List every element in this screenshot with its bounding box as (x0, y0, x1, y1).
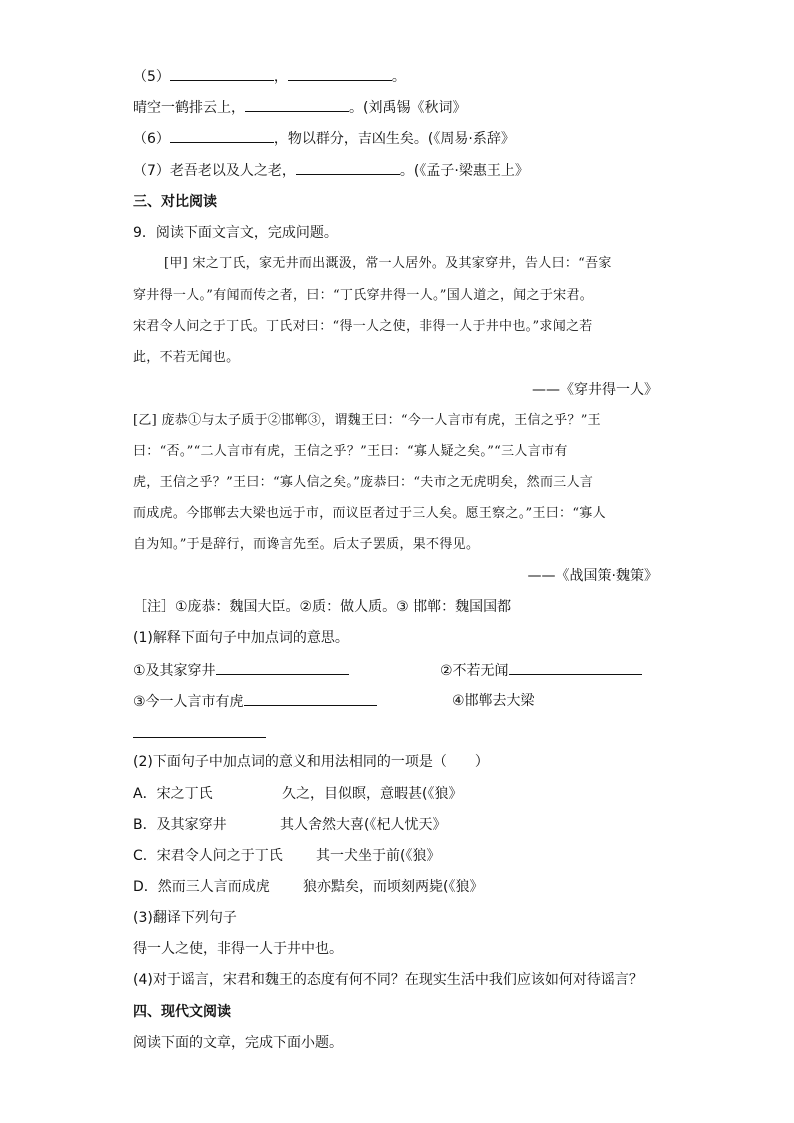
q1-item-4: ④邯郸去大梁 (452, 693, 535, 709)
q9-stem: 9．阅读下面文言文，完成问题。 (133, 225, 338, 241)
q4-stem: (4)对于谣言，宋君和魏王的态度有何不同？在现实生活中我们应该如何对待谣言？ (133, 972, 643, 988)
q2-option-a-right: 久之，目似瞑，意暇甚(《狼》 (282, 786, 463, 802)
q3-stem: (3)翻译下列句子 (133, 910, 237, 926)
passage-b-line-4: 而成虎。今邯郸去大梁也远于市，而议臣者过于三人矣。愿王察之。”王曰：“寡人 (133, 506, 606, 521)
q1-blank-1[interactable] (216, 660, 349, 675)
section-4-title: 四、现代文阅读 (133, 1004, 231, 1020)
passage-b-source: ——《战国策·魏策》 (527, 568, 658, 584)
passage-b-line-1: [乙] 庞恭①与太子质于②邯郸③，谓魏王曰：“今一人言市有虎，王信之乎？”王 (133, 413, 601, 428)
q2-option-c-right: 其一犬坐于前(《狼》 (316, 848, 441, 864)
q1-blank-2[interactable] (509, 660, 642, 675)
q5-blank-1[interactable] (170, 66, 274, 81)
q6-line: （6） ，物以群分，吉凶生矣。(《周易·系辞》 (133, 128, 515, 149)
q5-blank-2[interactable] (288, 66, 392, 81)
q7-blank[interactable] (296, 160, 400, 175)
passage-b-line-3: 虎，王信之乎？”王曰：“寡人信之矣。”庞恭曰：“夫市之无虎明矣，然而三人言 (133, 475, 594, 490)
q1-item-2: ②不若无闻 (440, 660, 642, 681)
q1-blank-3[interactable] (244, 691, 377, 706)
passage-a-line-1: [甲] 宋之丁氏，家无井而出溉汲，常一人居外。及其家穿井，告人曰：“吾家 (164, 256, 612, 271)
q5-blank-3[interactable] (245, 97, 349, 112)
q5-line1: （5） ， 。 (133, 66, 406, 87)
q2-option-c-left[interactable]: C．宋君令人问之于丁氏 (133, 848, 283, 864)
q3-sentence: 得一人之使，非得一人于井中也。 (133, 941, 343, 957)
annotation-note: ［注］①庞恭：魏国大臣。②质：做人质。③ 邯郸：魏国国都 (133, 599, 512, 615)
q6-blank[interactable] (170, 128, 274, 143)
q1-item-3: ③今一人言市有虎 (133, 691, 377, 712)
q2-option-b-right: 其人舍然大喜(《杞人忧天》 (280, 817, 447, 833)
passage-a-line-2: 穿井得一人。”有闻而传之者，曰：“丁氏穿井得一人。”国人道之，闻之于宋君。 (133, 288, 594, 303)
passage-b-line-2: 曰：“否。”“二人言市有虎，王信之乎？”王曰：“寡人疑之矣。”“三人言市有 (133, 444, 568, 459)
q1-blank-4[interactable] (133, 737, 266, 738)
section-3-title: 三、对比阅读 (133, 194, 217, 210)
passage-a-line-4: 此，不若无闻也。 (133, 350, 240, 365)
q2-option-d-right: 狼亦黠矣，而顷刻两毙(《狼》 (303, 879, 484, 895)
q2-option-d-left[interactable]: D．然而三人言而成虎 (133, 879, 270, 895)
passage-a-source: ——《穿井得一人》 (532, 382, 658, 398)
q1-stem: (1)解释下面句子中加点词的意思。 (133, 630, 349, 646)
q5-number: （5） (133, 69, 170, 85)
q1-item-1: ①及其家穿井 (133, 660, 349, 681)
q2-stem: (2)下面句子中加点词的意义和用法相同的一项是（ ） (133, 754, 489, 770)
passage-a-line-3: 宋君令人问之于丁氏。丁氏对曰：“得一人之使，非得一人于井中也。”求闻之若 (133, 319, 593, 334)
passage-b-line-5: 自为知。”于是辞行，而谗言先至。后太子罢质，果不得见。 (133, 537, 480, 552)
q2-option-a-left[interactable]: A．宋之丁氏 (133, 786, 213, 802)
q5-line2: 晴空一鹤排云上， 。(刘禹锡《秋词》 (133, 97, 466, 118)
q7-line: （7）老吾老以及人之老， 。(《孟子·梁惠王上》 (133, 160, 529, 181)
section-4-intro: 阅读下面的文章，完成下面小题。 (133, 1035, 343, 1051)
q2-option-b-left[interactable]: B．及其家穿井 (133, 817, 227, 833)
